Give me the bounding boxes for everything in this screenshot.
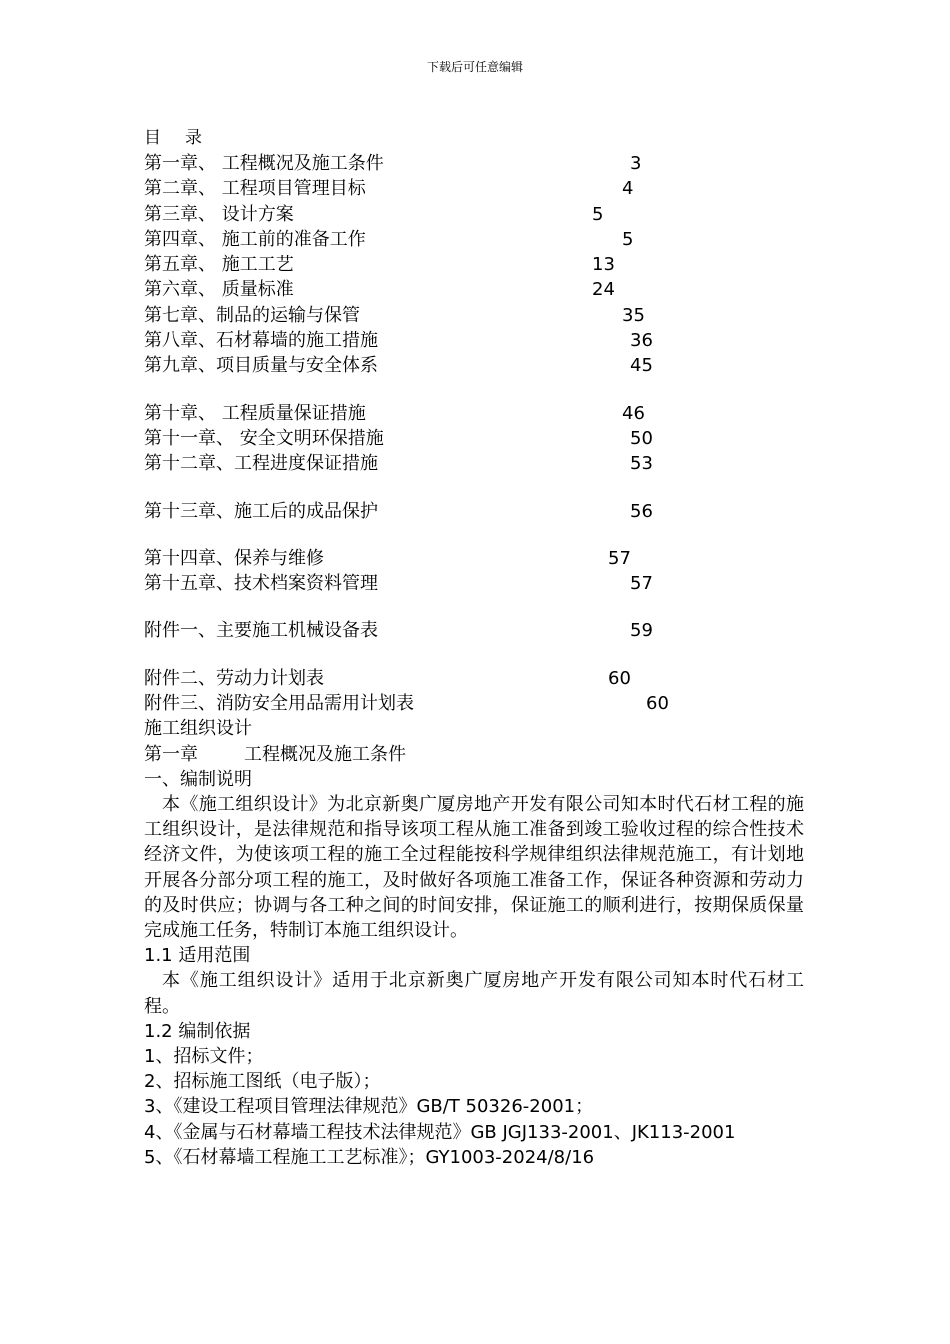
toc-entry-page-number: 3: [630, 153, 642, 174]
toc-spacer: [144, 524, 804, 546]
toc-entry-page-number: 24: [592, 279, 615, 301]
toc-entry-label: 第六章、 质量标准: [144, 279, 294, 301]
subsection-heading: 1.1 适用范围: [144, 945, 251, 967]
toc-spacer: [144, 477, 804, 499]
toc-entry-page-number: 46: [622, 402, 645, 424]
toc-title: 目 录: [144, 128, 202, 148]
toc-entry-label: 第十一章、 安全文明环保措施: [144, 427, 384, 449]
toc-entry-label: 第四章、 施工前的准备工作: [144, 228, 366, 250]
toc-entry-page-number: 59: [630, 620, 653, 642]
toc-entry-label: 第十三章、施工后的成品保护: [144, 500, 378, 522]
toc-entry-label: 第十四章、保养与维修: [144, 547, 324, 569]
toc-entry-label: 第一章、 工程概况及施工条件: [144, 153, 384, 174]
toc-spacer: [144, 379, 804, 401]
reference-item: 1、招标文件；: [144, 1045, 264, 1067]
toc-entry-page-number: 45: [630, 355, 653, 377]
doc-title: 施工组织设计: [144, 718, 252, 740]
table-of-contents: [144, 151, 804, 716]
toc-entry-page-number: 57: [630, 573, 653, 595]
toc-entry-page-number: 57: [608, 547, 631, 569]
toc-entry[interactable]: [144, 451, 804, 476]
reference-item: 2、招标施工图纸（电子版）；: [144, 1071, 381, 1093]
toc-entry-label: 第二章、 工程项目管理目标: [144, 178, 366, 200]
toc-entry-label: 第五章、 施工工艺: [144, 254, 294, 276]
toc-entry[interactable]: [144, 353, 804, 378]
toc-entry-page-number: 35: [622, 304, 645, 326]
toc-entry-label: 第七章、制品的运输与保管: [144, 304, 360, 326]
toc-entry-page-number: 4: [622, 178, 634, 200]
paragraph: 本《施工组织设计》适用于北京新奥广厦房地产开发有限公司知本时代石材工程。: [144, 970, 804, 1017]
toc-entry[interactable]: [144, 202, 804, 227]
document-body: [144, 716, 804, 1170]
toc-entry[interactable]: [144, 618, 804, 643]
toc-entry[interactable]: [144, 401, 804, 426]
toc-entry-label: 附件三、消防安全用品需用计划表: [144, 693, 414, 715]
toc-entry-page-number: 5: [622, 228, 634, 250]
toc-entry[interactable]: [144, 499, 804, 524]
toc-entry[interactable]: [144, 303, 804, 328]
reference-item: 4、《金属与石材幕墙工程技术法律规范》GB JGJ133-2001、JK113-2001: [144, 1121, 736, 1143]
toc-entry-label: 附件一、主要施工机械设备表: [144, 620, 378, 642]
toc-entry-label: 第八章、石材幕墙的施工措施: [144, 330, 378, 352]
reference-item: 5、《石材幕墙工程施工工艺标准》；GY1003-2024/8/16: [144, 1146, 595, 1168]
toc-spacer: [144, 596, 804, 618]
toc-entry[interactable]: [144, 176, 804, 201]
toc-entry-page-number: 60: [608, 667, 631, 689]
toc-entry-page-number: 13: [592, 254, 615, 276]
document-page: [144, 126, 804, 1170]
toc-entry-page-number: 36: [630, 330, 653, 352]
toc-entry[interactable]: [144, 546, 804, 571]
subsection-heading: 1.2 编制依据: [144, 1020, 251, 1042]
toc-entry[interactable]: [144, 328, 804, 353]
toc-entry[interactable]: [144, 666, 804, 691]
toc-spacer: [144, 644, 804, 666]
toc-entry-page-number: 56: [630, 500, 653, 522]
toc-entry-label: 第十五章、技术档案资料管理: [144, 573, 378, 595]
chapter-heading: 第一章 工程概况及施工条件: [144, 743, 406, 765]
toc-entry[interactable]: [144, 691, 804, 716]
toc-entry-label: 第三章、 设计方案: [144, 203, 294, 225]
page-header-note: 下载后可任意编辑: [426, 60, 523, 74]
toc-entry[interactable]: [144, 252, 804, 277]
toc-entry[interactable]: [144, 571, 804, 596]
toc-entry[interactable]: [144, 277, 804, 302]
toc-entry[interactable]: [144, 426, 804, 451]
paragraph: 本《施工组织设计》为北京新奥广厦房地产开发有限公司知本时代石材工程的施工组织设计，是法律规范和指导该项工程从施工准备到竣工验收过程的综合性技术经济文件，为使该项工程的施工全过程能按科学规律组织法律规范施工，有计划地开展各分部分项工程的施工，及时做好各项施工准备工作，保证各种资源和劳动力的及时供应；协调与各工种之间的时间安排，保证施工的顺利进行，按期保质保量完成施工任务，特制订本施工组织设计。: [144, 793, 804, 941]
toc-entry-page-number: 53: [630, 453, 653, 475]
toc-entry-label: 第十章、 工程质量保证措施: [144, 402, 366, 424]
toc-entry-label: 附件二、劳动力计划表: [144, 667, 324, 689]
toc-entry-label: 第九章、项目质量与安全体系: [144, 355, 378, 377]
toc-entry[interactable]: [144, 227, 804, 252]
toc-entry-page-number: 60: [646, 693, 669, 715]
toc-entry-label: 第十二章、工程进度保证措施: [144, 453, 378, 475]
section-heading: 一、编制说明: [144, 768, 252, 790]
reference-item: 3、《建设工程项目管理法律规范》GB/T 50326-2001；: [144, 1096, 594, 1118]
toc-entry-page-number: 5: [592, 203, 604, 225]
toc-entry[interactable]: [144, 151, 804, 176]
toc-entry-page-number: 50: [630, 427, 653, 449]
